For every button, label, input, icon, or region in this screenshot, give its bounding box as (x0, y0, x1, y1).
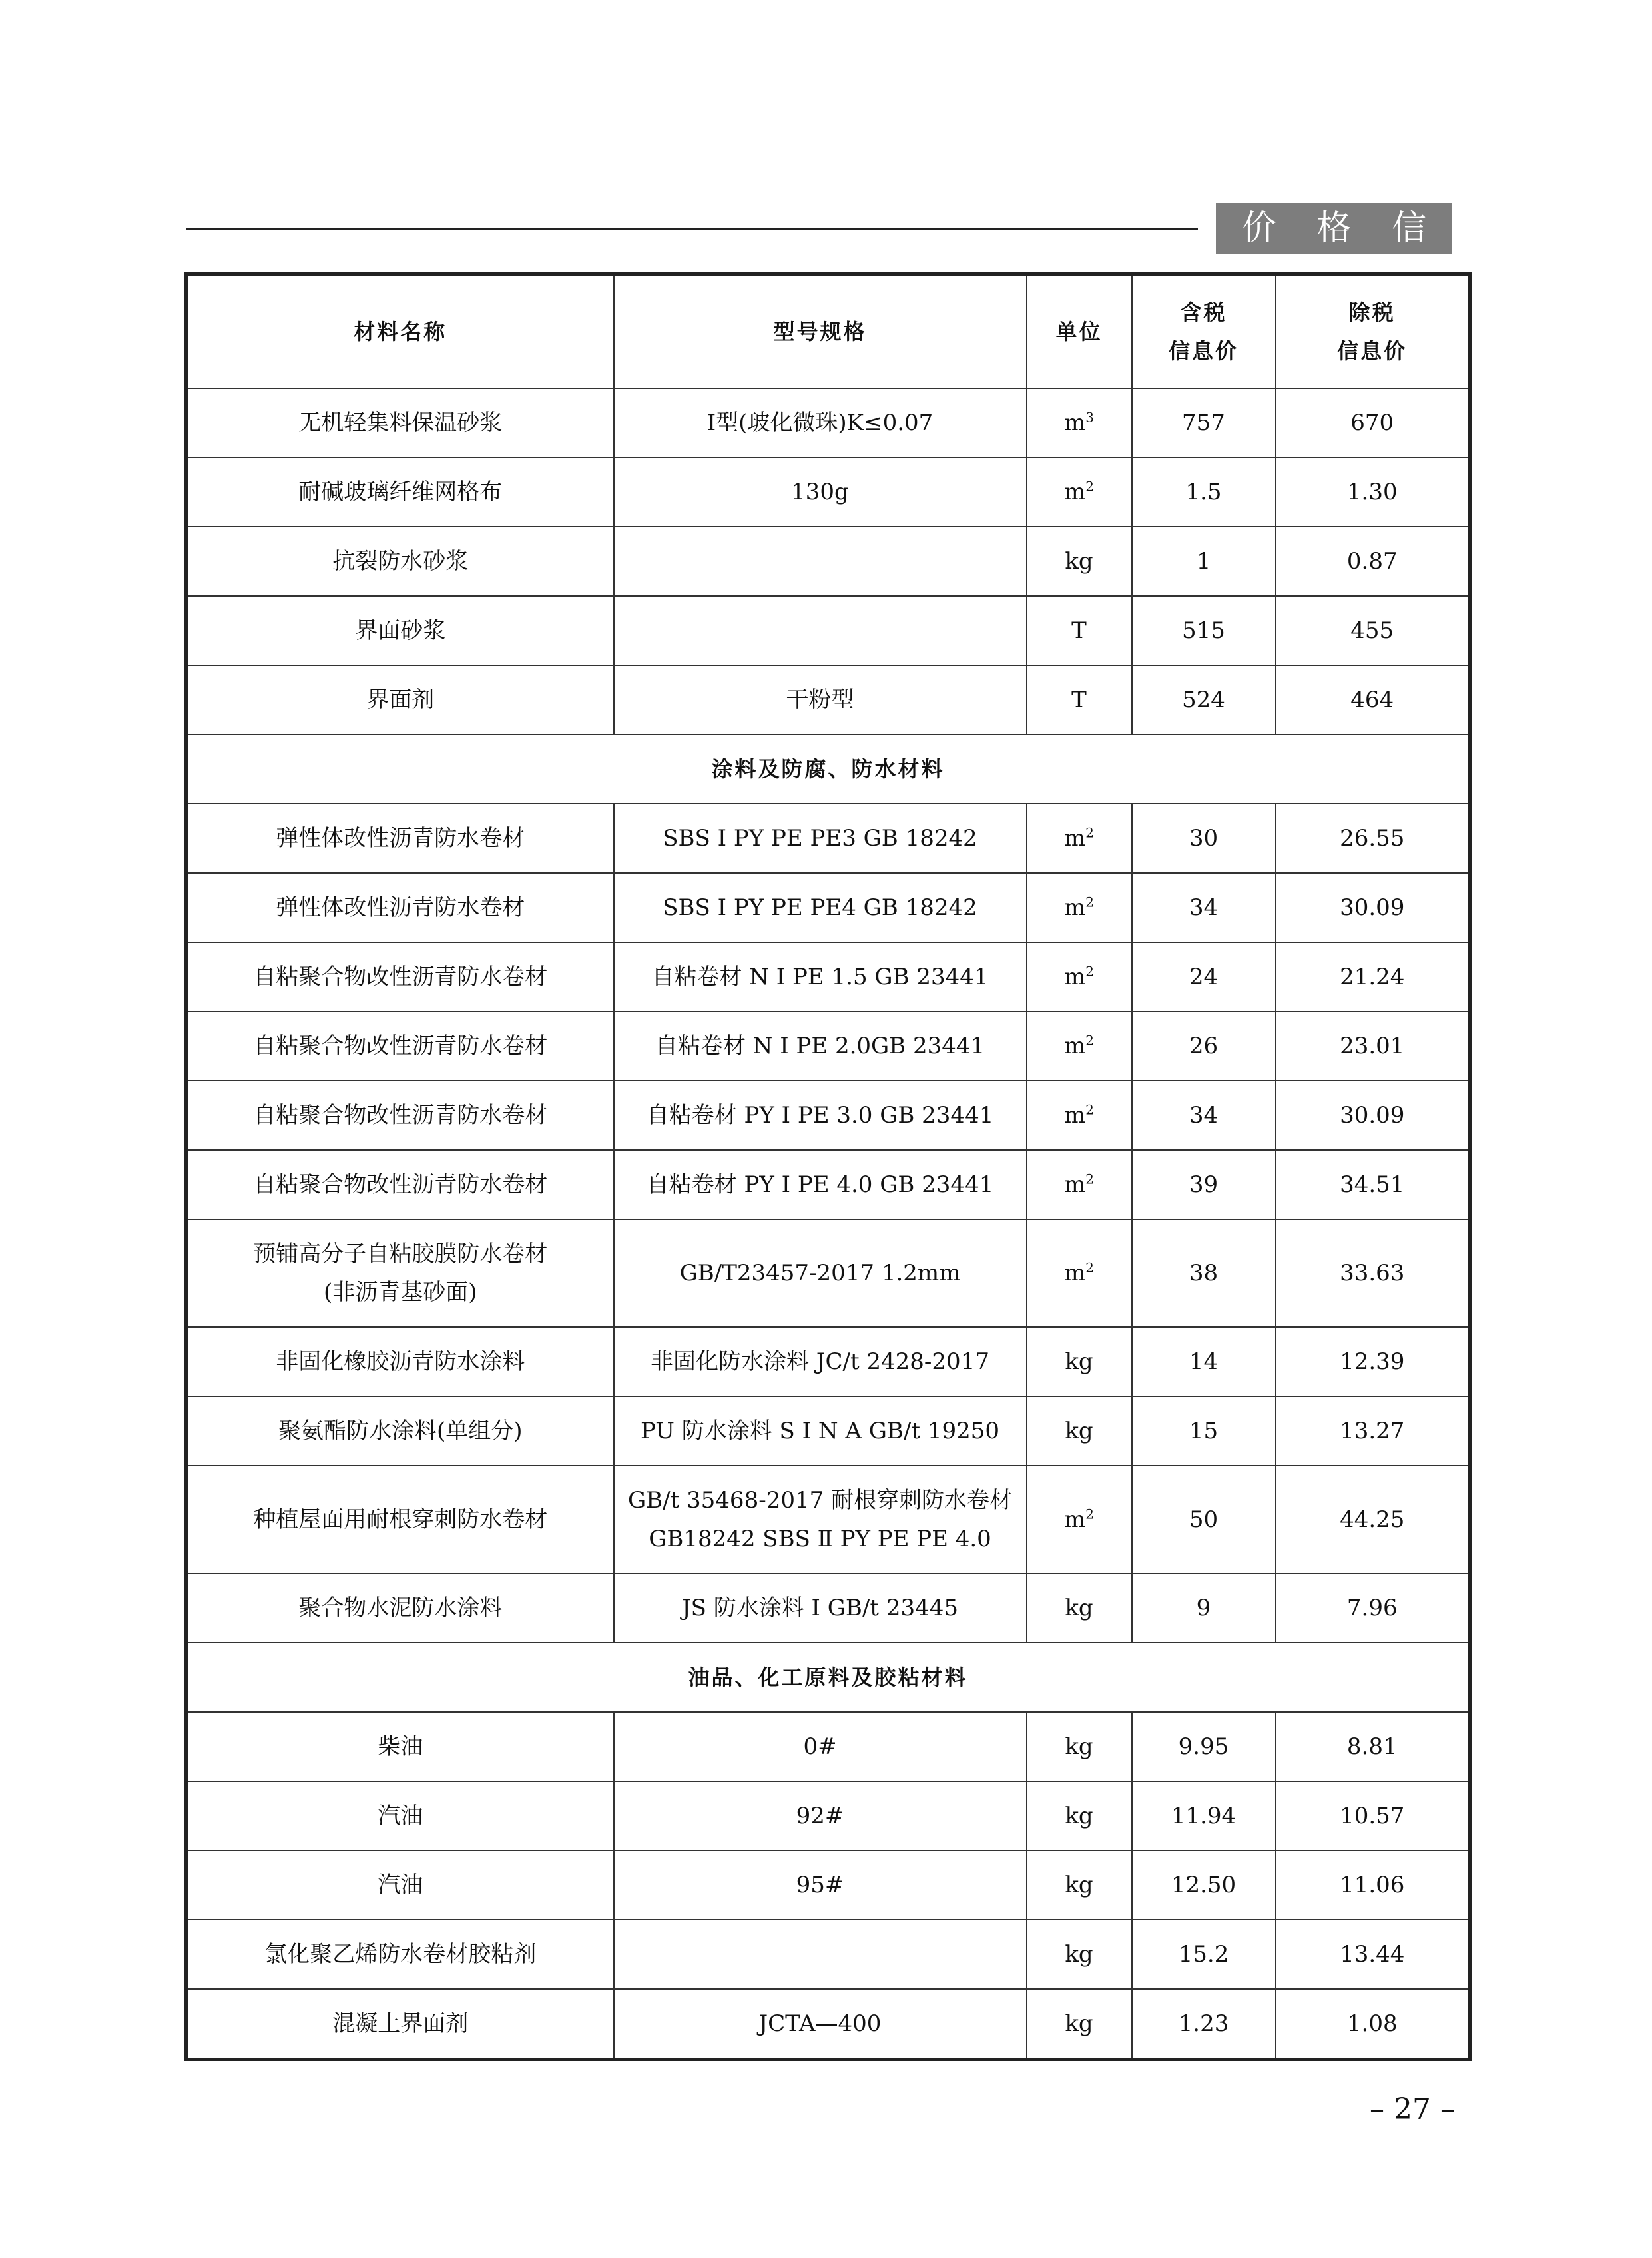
unit-text: T (1071, 617, 1087, 644)
header-untaxed-price (1276, 274, 1470, 389)
header-taxed-line1: 含税 (1180, 300, 1227, 325)
cell-untaxed-price: 0.87 (1276, 527, 1470, 596)
cell-untaxed-price: 464 (1276, 665, 1470, 734)
cell-material-name: 界面剂 (186, 665, 614, 734)
cell-spec: 自粘卷材 PY Ⅰ PE 4.0 GB 23441 (614, 1150, 1027, 1219)
cell-spec: 95# (614, 1850, 1027, 1920)
cell-material-name: 汽油 (186, 1850, 614, 1920)
cell-spec: 自粘卷材 N Ⅰ PE 1.5 GB 23441 (614, 942, 1027, 1011)
cell-unit (1027, 1573, 1132, 1643)
section-heading: 涂料及防腐、防水材料 (186, 734, 1470, 804)
cell-unit (1027, 1989, 1132, 2060)
cell-untaxed-price: 13.44 (1276, 1920, 1470, 1989)
cell-taxed-price: 515 (1132, 596, 1276, 665)
cell-spec: 130g (614, 457, 1027, 527)
page-number: – 27 – (1370, 2092, 1455, 2126)
spec-line1: GB/t 35468-2017 耐根穿刺防水卷材 (627, 1487, 1013, 1514)
cell-spec: 干粉型 (614, 665, 1027, 734)
price-table (184, 272, 1472, 2061)
cell-spec: Ⅰ型(玻化微珠)K≤0.07 (614, 388, 1027, 457)
cell-taxed-price: 1 (1132, 527, 1276, 596)
cell-taxed-price: 15.2 (1132, 1920, 1276, 1989)
table-row (186, 1920, 1470, 1989)
table-row (186, 665, 1470, 734)
unit-text: m (1064, 1033, 1086, 1059)
material-name-line1: 预铺高分子自粘胶膜防水卷材 (253, 1241, 548, 1267)
cell-spec: 92# (614, 1781, 1027, 1850)
table-row (186, 1011, 1470, 1081)
unit-text: kg (1065, 1348, 1093, 1375)
unit-text: T (1071, 687, 1087, 713)
cell-untaxed-price: 12.39 (1276, 1327, 1470, 1396)
unit-text: kg (1065, 1595, 1093, 1621)
cell-taxed-price: 1.23 (1132, 1989, 1276, 2060)
cell-untaxed-price: 10.57 (1276, 1781, 1470, 1850)
table-row (186, 596, 1470, 665)
cell-untaxed-price: 1.08 (1276, 1989, 1470, 2060)
cell-untaxed-price: 7.96 (1276, 1573, 1470, 1643)
unit-superscript: 2 (1085, 963, 1094, 980)
unit-text: kg (1065, 548, 1093, 575)
cell-untaxed-price: 26.55 (1276, 804, 1470, 873)
table-row (186, 1150, 1470, 1219)
unit-text: kg (1065, 2010, 1093, 2037)
cell-spec (614, 596, 1027, 665)
table-row (186, 873, 1470, 942)
table-row (186, 1850, 1470, 1920)
cell-spec: 自粘卷材 PY Ⅰ PE 3.0 GB 23441 (614, 1081, 1027, 1150)
material-name-line2: (非沥青基砂面) (323, 1279, 477, 1306)
header-taxed-price (1132, 274, 1276, 389)
cell-material-name: 聚氨酯防水涂料(单组分) (186, 1396, 614, 1466)
cell-taxed-price: 50 (1132, 1466, 1276, 1573)
unit-superscript: 2 (1085, 1506, 1094, 1522)
cell-material-name: 聚合物水泥防水涂料 (186, 1573, 614, 1643)
cell-unit (1027, 665, 1132, 734)
unit-text: kg (1065, 1872, 1093, 1898)
cell-material-name: 自粘聚合物改性沥青防水卷材 (186, 1011, 614, 1081)
cell-material-name: 无机轻集料保温砂浆 (186, 388, 614, 457)
cell-untaxed-price: 21.24 (1276, 942, 1470, 1011)
spec-line2: GB18242 SBS Ⅱ PY PE PE 4.0 (649, 1526, 991, 1552)
cell-material-name: 种植屋面用耐根穿刺防水卷材 (186, 1466, 614, 1573)
cell-unit (1027, 1781, 1132, 1850)
cell-material-name: 弹性体改性沥青防水卷材 (186, 804, 614, 873)
header-unit: 单位 (1027, 274, 1132, 389)
section-heading-row (186, 734, 1470, 804)
cell-spec (614, 1920, 1027, 1989)
unit-text: kg (1065, 1418, 1093, 1444)
cell-spec: PU 防水涂料 S Ⅰ N A GB/t 19250 (614, 1396, 1027, 1466)
cell-unit (1027, 1081, 1132, 1150)
table-row (186, 457, 1470, 527)
cell-spec: SBS Ⅰ PY PE PE3 GB 18242 (614, 804, 1027, 873)
unit-text: kg (1065, 1803, 1093, 1829)
unit-text: m (1064, 1171, 1086, 1198)
header-taxed-line2: 信息价 (1168, 338, 1239, 364)
cell-taxed-price: 1.5 (1132, 457, 1276, 527)
cell-spec: SBS Ⅰ PY PE PE4 GB 18242 (614, 873, 1027, 942)
table-row (186, 527, 1470, 596)
cell-taxed-price: 26 (1132, 1011, 1276, 1081)
unit-text: m (1064, 479, 1086, 505)
unit-superscript: 3 (1085, 409, 1094, 425)
cell-taxed-price: 9 (1132, 1573, 1276, 1643)
cell-taxed-price: 757 (1132, 388, 1276, 457)
cell-material-name: 自粘聚合物改性沥青防水卷材 (186, 1150, 614, 1219)
unit-superscript: 2 (1085, 1032, 1094, 1049)
unit-text: m (1064, 825, 1086, 852)
cell-untaxed-price: 44.25 (1276, 1466, 1470, 1573)
cell-untaxed-price: 30.09 (1276, 1081, 1470, 1150)
cell-taxed-price: 9.95 (1132, 1712, 1276, 1781)
cell-taxed-price: 34 (1132, 873, 1276, 942)
cell-spec: JS 防水涂料 Ⅰ GB/t 23445 (614, 1573, 1027, 1643)
unit-superscript: 2 (1085, 894, 1094, 910)
header-spec: 型号规格 (614, 274, 1027, 389)
cell-taxed-price: 38 (1132, 1219, 1276, 1327)
cell-unit (1027, 1466, 1132, 1573)
cell-unit (1027, 388, 1132, 457)
section-heading: 油品、化工原料及胶粘材料 (186, 1643, 1470, 1712)
table-row (186, 804, 1470, 873)
cell-unit (1027, 1219, 1132, 1327)
table-row (186, 1327, 1470, 1396)
cell-untaxed-price: 8.81 (1276, 1712, 1470, 1781)
cell-untaxed-price: 670 (1276, 388, 1470, 457)
table-row (186, 942, 1470, 1011)
unit-text: kg (1065, 1733, 1093, 1760)
section-tag: 价 格 信 息 (1216, 203, 1452, 254)
cell-untaxed-price: 34.51 (1276, 1150, 1470, 1219)
unit-text: m (1064, 1506, 1086, 1533)
cell-untaxed-price: 13.27 (1276, 1396, 1470, 1466)
cell-spec (614, 527, 1027, 596)
table-row (186, 1081, 1470, 1150)
table-header-row (186, 274, 1470, 389)
cell-unit (1027, 1850, 1132, 1920)
unit-text: m (1064, 1260, 1086, 1286)
cell-spec: 非固化防水涂料 JC/t 2428-2017 (614, 1327, 1027, 1396)
cell-unit (1027, 1396, 1132, 1466)
cell-unit (1027, 1920, 1132, 1989)
cell-unit (1027, 1150, 1132, 1219)
cell-untaxed-price: 23.01 (1276, 1011, 1470, 1081)
cell-spec (614, 1466, 1027, 1573)
cell-unit (1027, 1712, 1132, 1781)
unit-text: m (1064, 410, 1086, 436)
cell-unit (1027, 527, 1132, 596)
header-material-name: 材料名称 (186, 274, 614, 389)
cell-taxed-price: 15 (1132, 1396, 1276, 1466)
cell-taxed-price: 11.94 (1132, 1781, 1276, 1850)
cell-unit (1027, 457, 1132, 527)
unit-text: m (1064, 894, 1086, 921)
cell-taxed-price: 12.50 (1132, 1850, 1276, 1920)
table-row (186, 1573, 1470, 1643)
cell-spec: 自粘卷材 N Ⅰ PE 2.0GB 23441 (614, 1011, 1027, 1081)
cell-unit (1027, 1327, 1132, 1396)
unit-superscript: 2 (1085, 1171, 1094, 1187)
cell-material-name: 柴油 (186, 1712, 614, 1781)
unit-text: kg (1065, 1941, 1093, 1968)
cell-untaxed-price: 1.30 (1276, 457, 1470, 527)
cell-material-name: 界面砂浆 (186, 596, 614, 665)
cell-material-name: 弹性体改性沥青防水卷材 (186, 873, 614, 942)
cell-material-name (186, 1219, 614, 1327)
cell-taxed-price: 30 (1132, 804, 1276, 873)
cell-spec: GB/T23457-2017 1.2mm (614, 1219, 1027, 1327)
unit-text: m (1064, 964, 1086, 990)
table-row (186, 388, 1470, 457)
header-untaxed-line1: 除税 (1348, 300, 1396, 325)
cell-unit (1027, 804, 1132, 873)
unit-superscript: 2 (1085, 1259, 1094, 1276)
cell-taxed-price: 14 (1132, 1327, 1276, 1396)
cell-unit (1027, 873, 1132, 942)
table-row (186, 1396, 1470, 1466)
cell-material-name: 混凝土界面剂 (186, 1989, 614, 2060)
cell-material-name: 耐碱玻璃纤维网格布 (186, 457, 614, 527)
cell-spec: 0# (614, 1712, 1027, 1781)
header-untaxed-line2: 信息价 (1337, 338, 1408, 364)
cell-material-name: 自粘聚合物改性沥青防水卷材 (186, 1081, 614, 1150)
cell-unit (1027, 1011, 1132, 1081)
header-rule (186, 228, 1198, 230)
unit-text: m (1064, 1102, 1086, 1129)
cell-untaxed-price: 33.63 (1276, 1219, 1470, 1327)
cell-taxed-price: 524 (1132, 665, 1276, 734)
cell-taxed-price: 39 (1132, 1150, 1276, 1219)
table-row (186, 1466, 1470, 1573)
unit-superscript: 2 (1085, 1101, 1094, 1118)
cell-material-name: 自粘聚合物改性沥青防水卷材 (186, 942, 614, 1011)
table-row (186, 1989, 1470, 2060)
unit-superscript: 2 (1085, 478, 1094, 495)
cell-material-name: 汽油 (186, 1781, 614, 1850)
table-row (186, 1219, 1470, 1327)
table-row (186, 1781, 1470, 1850)
cell-untaxed-price: 30.09 (1276, 873, 1470, 942)
cell-spec: JCTA—400 (614, 1989, 1027, 2060)
cell-taxed-price: 34 (1132, 1081, 1276, 1150)
cell-untaxed-price: 11.06 (1276, 1850, 1470, 1920)
cell-material-name: 氯化聚乙烯防水卷材胶粘剂 (186, 1920, 614, 1989)
table-row (186, 1712, 1470, 1781)
cell-untaxed-price: 455 (1276, 596, 1470, 665)
cell-unit (1027, 942, 1132, 1011)
section-heading-row (186, 1643, 1470, 1712)
cell-material-name: 非固化橡胶沥青防水涂料 (186, 1327, 614, 1396)
cell-unit (1027, 596, 1132, 665)
unit-superscript: 2 (1085, 824, 1094, 841)
cell-taxed-price: 24 (1132, 942, 1276, 1011)
cell-material-name: 抗裂防水砂浆 (186, 527, 614, 596)
